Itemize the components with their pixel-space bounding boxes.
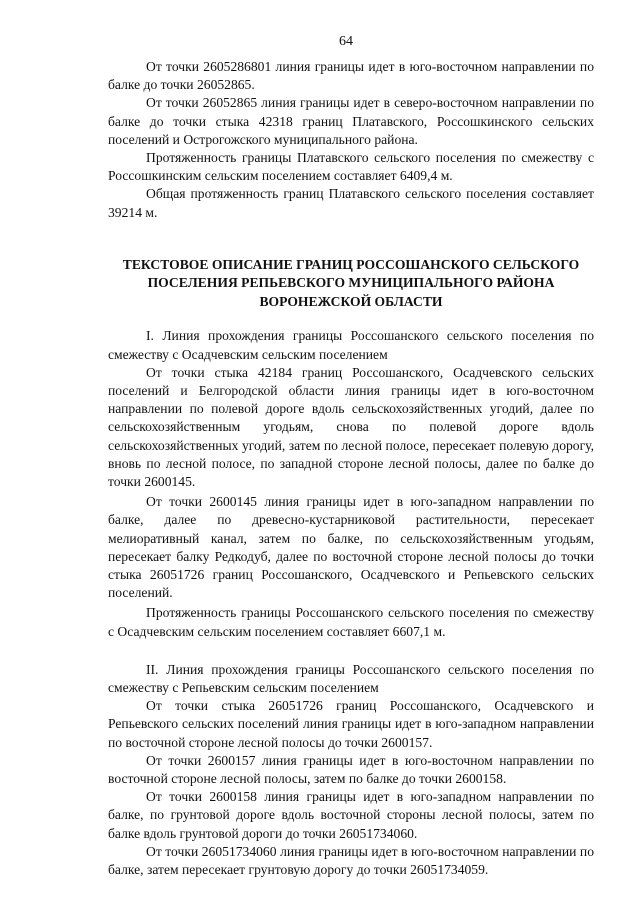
paragraph: От точки стыка 26051726 границ Россошанского, Осадчевского и Репьевского сельских поселений линия границы идет в юго-западном направлении по восточной стороне лесной полосы до точки 2600157. (108, 698, 594, 750)
paragraph: От точки 26051734060 линия границы идет в юго-восточном направлении по балке, затем пересекает грунтовую дорогу до точки 26051734059. (108, 843, 594, 878)
paragraph: От точки 2600158 линия границы идет в юго-западном направлении по балке, по грунтовой дороге вдоль восточной стороны лесной полосы, затем по балке вдоль грунтовой дороги до точки 26051734060. (108, 789, 594, 841)
paragraph: От точки стыка 42184 границ Россошанского, Осадчевского сельских поселений и Белгородской области линия границы идет в юго-восточном направлении по полевой дороге вдоль сельскохозяйственных угодий, далее по сельскохозяйственным угодьям, снова по полевой дороге вдоль сельскохозяйственных угодий, затем по лесной полосе, пересекает полевую дорогу, вновь по лесной полосе, по западной стороне лесной полосы, далее по балке до точки 2600145. (108, 364, 594, 489)
paragraph: От точки 2600145 линия границы идет в юго-западном направлении по балке, далее по древесно-кустарниковой растительности, пересекает мелиоративный канал, затем по балке, по сельскохозяйственным угодьям, пересекает балку Редкодуб, далее по восточной стороне лесной полосы до точки стыка 26051726 границ Россошанского, Осадчевского и Репьевского сельских поселений. (108, 494, 594, 601)
paragraph: От точки 2605286801 линия границы идет в юго-восточном направлении по балке до точки 26052865. (108, 59, 594, 93)
section-heading: ТЕКСТОВОЕ ОПИСАНИЕ ГРАНИЦ РОССОШАНСКОГО СЕЛЬСКОГО ПОСЕЛЕНИЯ РЕПЬЕВСКОГО МУНИЦИПАЛЬНОГО РАЙОНА ВОРОНЕЖСКОЙ ОБЛАСТИ (122, 256, 580, 309)
section-1-title: I. Линия прохождения границы Россошанского сельского поселения по смежеству с Осадчевским сельским поселением (108, 328, 594, 362)
paragraph: От точки 26052865 линия границы идет в северо-восточном направлении по балке до точки стыка 42318 границ Платавского, Россошкинского сельских поселений и Острогожского муниципального района. (108, 95, 594, 147)
section-2-title: II. Линия прохождения границы Россошанского сельского поселения по смежеству с Репьевским сельским поселением (108, 661, 594, 695)
paragraph: Общая протяженность границ Платавского сельского поселения составляет 39214 м. (108, 186, 594, 220)
paragraph: Протяженность границы Платавского сельского поселения по смежеству с Россошкинским сельским поселением составляет 6409,4 м. (108, 150, 594, 184)
length-statement: Протяженность границы Россошанского сельского поселения по смежеству с Осадчевским сельским поселением составляет 6607,1 м. (108, 605, 594, 639)
paragraph: От точки 2600157 линия границы идет в юго-восточном направлении по восточной стороне лесной полосы, затем по балке до точки 2600158. (108, 752, 594, 786)
page-number: 64 (339, 34, 353, 49)
